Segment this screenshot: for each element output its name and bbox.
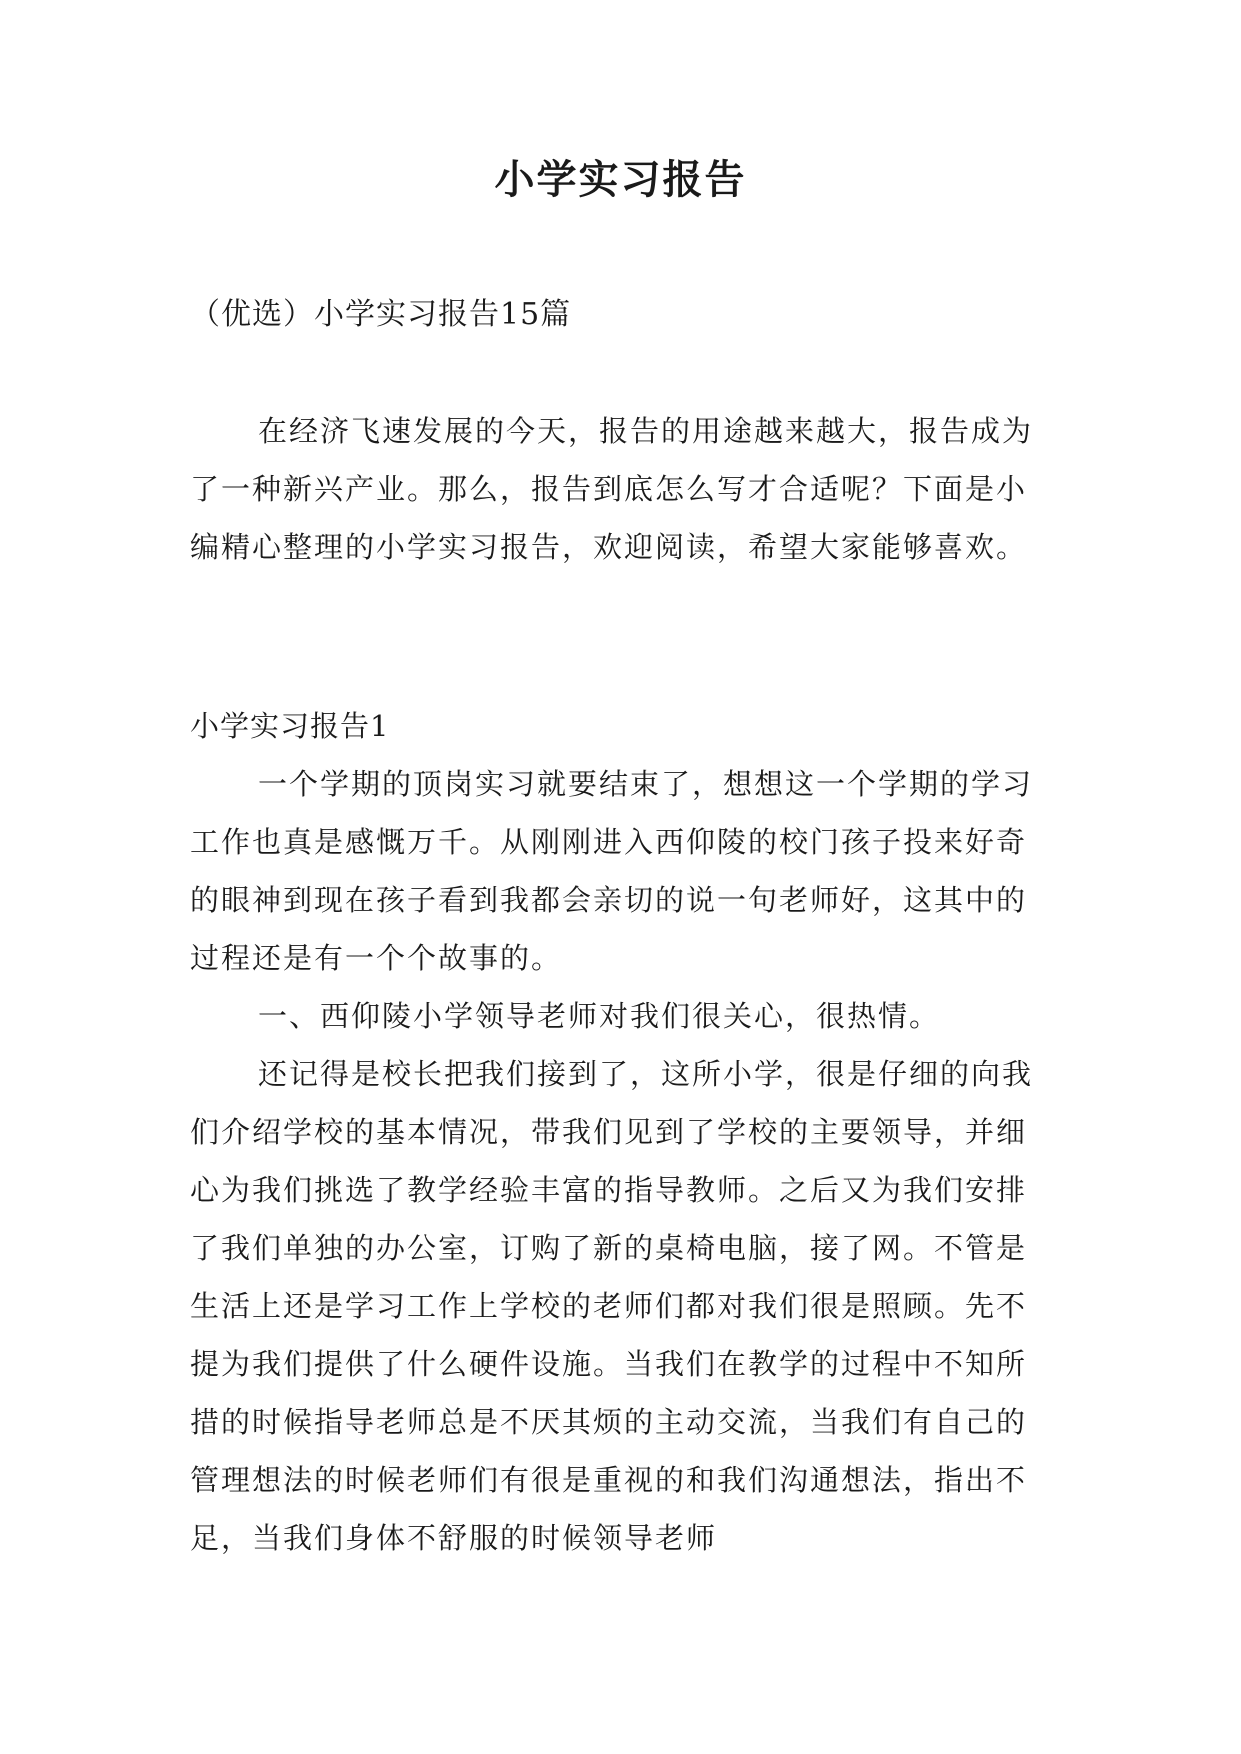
body-paragraph: 还记得是校长把我们接到了，这所小学，很是仔细的向我们介绍学校的基本情况，带我们见到了学校的主要领导，并细心为我们挑选了教学经验丰富的指导教师。之后又为我们安排了我们单独的办公室，订购了新的桌椅电脑，接了网。不管是生活上还是学习工作上学校的老师们都对我们很是照顾。先不提为我们提供了什么硬件设施。当我们在教学的过程中不知所措的时候指导老师总是不厌其烦的主动交流，当我们有自己的管理想法的时候老师们有很是重视的和我们沟通想法，指出不足，当我们身体不舒服的时候领导老师 <box>190 1057 1034 1555</box>
document-title: 小学实习报告 <box>494 156 747 203</box>
section-body <box>190 755 1050 1567</box>
document-subtitle: （优选）小学实习报告15篇 <box>190 297 572 332</box>
body-paragraph: 一个学期的顶岗实习就要结束了，想想这一个学期的学习工作也真是感慨万千。从刚刚进入西仰陵的校门孩子投来好奇的眼神到现在孩子看到我都会亲切的说一句老师好，这其中的过程还是有一个个故事的。 <box>190 767 1034 975</box>
body-paragraph: 一、西仰陵小学领导老师对我们很关心，很热情。 <box>258 999 941 1033</box>
intro-paragraph: 在经济飞速发展的今天，报告的用途越来越大，报告成为了一种新兴产业。那么，报告到底怎么写才合适呢？下面是小编精心整理的小学实习报告，欢迎阅读，希望大家能够喜欢。 <box>190 414 1034 564</box>
section-heading: 小学实习报告1 <box>190 709 390 743</box>
